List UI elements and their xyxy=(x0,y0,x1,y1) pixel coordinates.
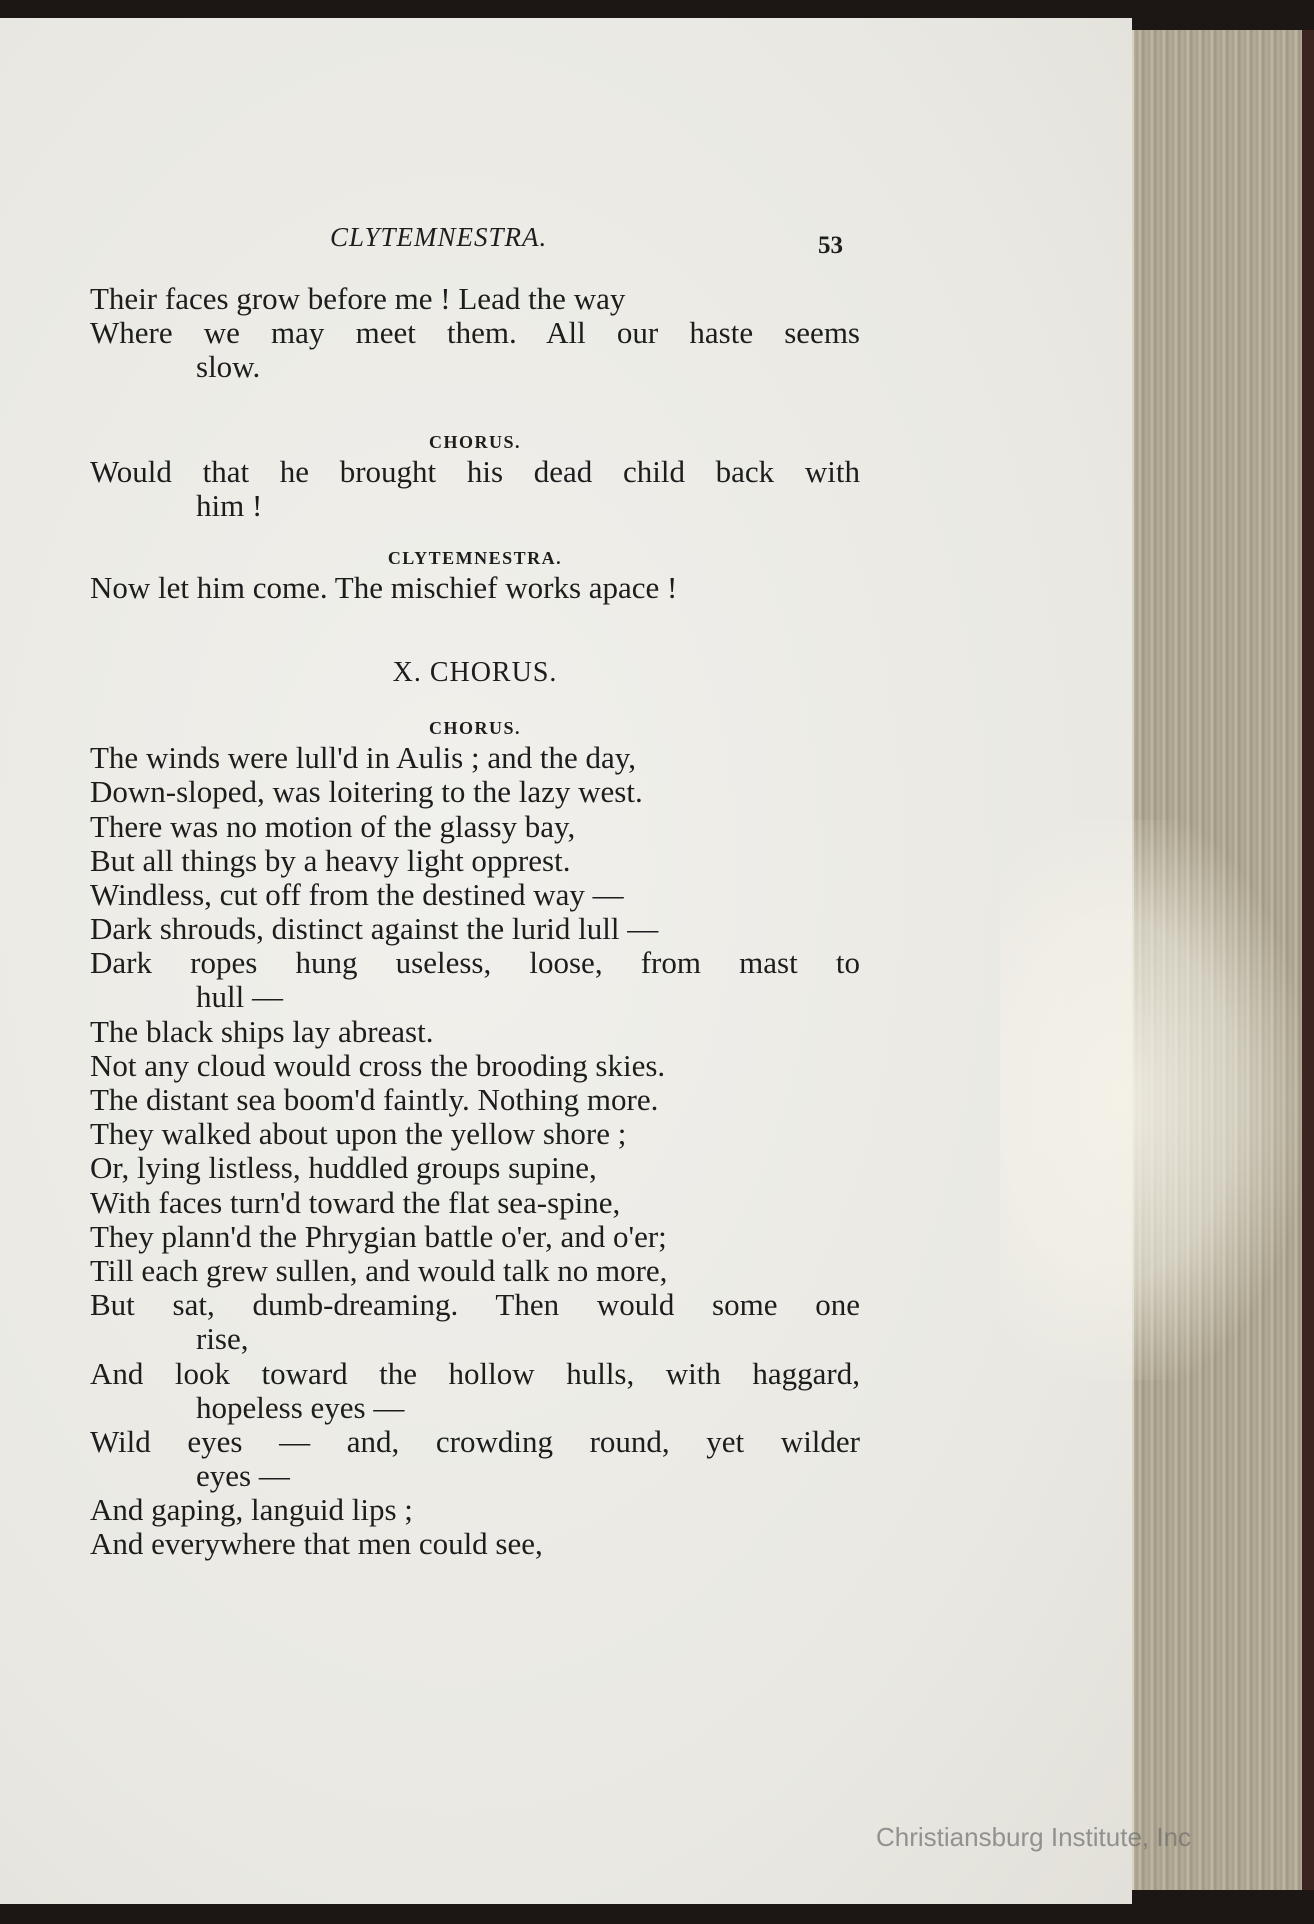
verse-line: The distant sea boom'd faintly. Nothing more. xyxy=(90,1082,659,1117)
speaker-label: CHORUS. xyxy=(428,431,521,452)
verse-line: They plann'd the Phrygian battle o'er, and o'er; xyxy=(90,1218,667,1254)
verse-line: The black ships lay abreast. xyxy=(90,1013,434,1049)
page-text xyxy=(90,282,860,1562)
speaker-label: CLYTEMNESTRA. xyxy=(387,547,563,568)
verse-line: And gaping, languid lips ; xyxy=(90,1492,413,1528)
verse-line: eyes — xyxy=(196,1458,290,1494)
verse-line: Down-sloped, was loitering to the lazy west. xyxy=(90,774,643,810)
verse-line: Wild eyes — and, crowding round, yet wilder xyxy=(90,1423,860,1459)
verse-line: him ! xyxy=(196,487,263,523)
verse-line: rise, xyxy=(196,1321,249,1357)
verse-line: Not any cloud would cross the brooding skies. xyxy=(90,1047,666,1083)
verse-line: But sat, dumb-dreaming. Then would some one xyxy=(90,1287,860,1323)
running-head: CLYTEMNESTRA. xyxy=(330,222,548,252)
verse-line: hopeless eyes — xyxy=(196,1389,405,1425)
verse-line: Windless, cut off from the destined way — xyxy=(90,876,624,912)
verse-line: Or, lying listless, huddled groups supine, xyxy=(90,1150,597,1186)
verse-line: Now let him come. The mischief works apace ! xyxy=(90,569,678,605)
verse-line: They walked about upon the yellow shore ; xyxy=(90,1116,627,1152)
section-title: X. CHORUS. xyxy=(392,657,558,689)
verse-line: There was no motion of the glassy bay, xyxy=(90,808,576,844)
verse-line: Dark shrouds, distinct against the lurid lull — xyxy=(90,911,659,947)
verse-line: Would that he brought his dead child back with xyxy=(90,453,860,489)
verse-line: slow. xyxy=(196,349,261,385)
verse-line: The winds were lull'd in Aulis ; and the day, xyxy=(90,740,636,776)
verse-line: Dark ropes hung useless, loose, from mast to xyxy=(90,945,860,981)
verse-line: But all things by a heavy light opprest. xyxy=(90,842,571,878)
verse-line: hull — xyxy=(196,979,283,1015)
verse-line: With faces turn'd toward the flat sea-spine, xyxy=(90,1184,621,1220)
verse-line: Their faces grow before me ! Lead the way xyxy=(90,281,626,316)
verse-line: Where we may meet them. All our haste seems xyxy=(90,315,860,351)
verse-line: Till each grew sullen, and would talk no more, xyxy=(90,1252,668,1288)
watermark: Christiansburg Institute, Inc xyxy=(876,1822,1192,1852)
verse-line: And everywhere that men could see, xyxy=(90,1526,543,1562)
page-number: 53 xyxy=(818,232,843,259)
speaker-label: CHORUS. xyxy=(428,718,521,739)
verse-line: And look toward the hollow hulls, with haggard, xyxy=(90,1355,860,1391)
light-glare xyxy=(1000,820,1300,1380)
